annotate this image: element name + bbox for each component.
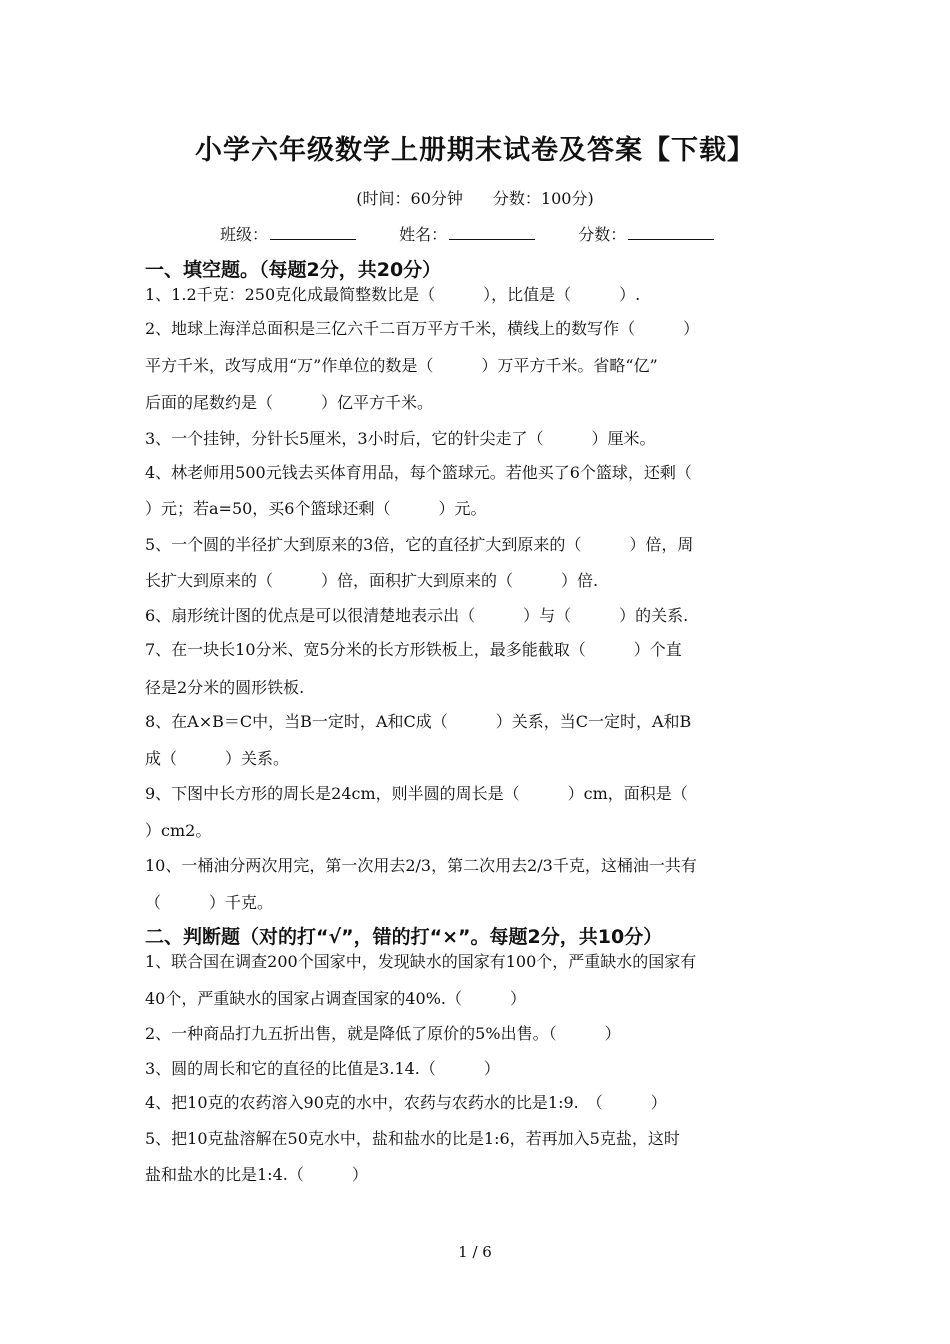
score-field — [578, 222, 714, 245]
question-line: 后面的尾数约是（ ）亿平方千米。 — [145, 393, 434, 412]
question-line: 长扩大到原来的（ ）倍，面积扩大到原来的（ ）倍. — [145, 571, 599, 590]
question-line: ）cm2。 — [145, 821, 212, 840]
question-line: 6、扇形统计图的优点是可以很清楚地表示出（ ）与（ ）的关系. — [145, 606, 689, 625]
question-line: 5、把10克盐溶解在50克水中，盐和盐水的比是1:6，若再加入5克盐，这时 — [145, 1129, 680, 1148]
exam-meta — [0, 186, 950, 209]
section-true-false-heading: 二、判断题（对的打“√”，错的打“×”。每题2分，共10分） — [145, 926, 663, 948]
total-score: 分数：100分) — [492, 189, 594, 208]
question-line: 4、林老师用500元钱去买体育用品，每个篮球元。若他买了6个篮球，还剩（ — [145, 463, 692, 482]
question-line: 3、圆的周长和它的直径的比值是3.14.（ ） — [145, 1059, 500, 1078]
class-label: 班级： — [220, 225, 269, 244]
question-line: 8、在A×B＝C中，当B一定时，A和C成（ ）关系，当C一定时，A和B — [145, 712, 692, 731]
name-label: 姓名： — [399, 225, 448, 244]
name-field — [399, 222, 535, 245]
question-line: 平方千米，改写成用“万”作单位的数是（ ）万平方千米。省略“亿” — [145, 356, 658, 375]
question-line: 1、1.2千克：250克化成最简整数比是（ ），比值是（ ）. — [145, 285, 641, 304]
question-line: 2、一种商品打九五折出售，就是降低了原价的5%出售。（ ） — [145, 1024, 621, 1043]
class-field — [220, 222, 356, 245]
question-line: 7、在一块长10分米、宽5分米的长方形铁板上，最多能截取（ ）个直 — [145, 640, 682, 659]
score-blank — [628, 225, 714, 240]
question-line: ）元；若a=50，买6个篮球还剩（ ）元。 — [145, 499, 487, 518]
question-line: 9、下图中长方形的周长是24cm，则半圆的周长是（ ）cm，面积是（ — [145, 784, 688, 803]
question-line: 5、一个圆的半径扩大到原来的3倍，它的直径扩大到原来的（ ）倍，周 — [145, 535, 694, 554]
question-line: 盐和盐水的比是1:4.（ ） — [145, 1165, 368, 1184]
student-info — [220, 222, 752, 245]
question-line: 3、一个挂钟，分针长5厘米，3小时后，它的针尖走了（ ）厘米。 — [145, 429, 656, 448]
name-blank — [449, 225, 535, 240]
score-label: 分数： — [578, 225, 627, 244]
page-number: 1 / 6 — [458, 1243, 492, 1261]
question-line: 径是2分米的圆形铁板. — [145, 678, 305, 697]
page-title: 小学六年级数学上册期末试卷及答案【下载】 — [195, 135, 755, 166]
question-line: 2、地球上海洋总面积是三亿六千二百万平方千米，横线上的数写作（ ） — [145, 319, 700, 338]
question-line: 1、联合国在调查200个国家中，发现缺水的国家有100个，严重缺水的国家有 — [145, 952, 697, 971]
question-line: 10、一桶油分两次用完，第一次用去2/3，第二次用去2/3千克，这桶油一共有 — [145, 856, 697, 875]
question-line: 4、把10克的农药溶入90克的水中，农药与农药水的比是1:9. （ ） — [145, 1093, 667, 1112]
question-line: 40个，严重缺水的国家占调查国家的40%.（ ） — [145, 989, 527, 1008]
question-line: 成（ ）关系。 — [145, 749, 290, 768]
question-line: （ ）千克。 — [145, 893, 274, 912]
time-limit: (时间：60分钟 — [356, 189, 463, 208]
section-fill-in-heading: 一、填空题。（每题2分，共20分） — [145, 259, 442, 281]
class-blank — [270, 225, 356, 240]
